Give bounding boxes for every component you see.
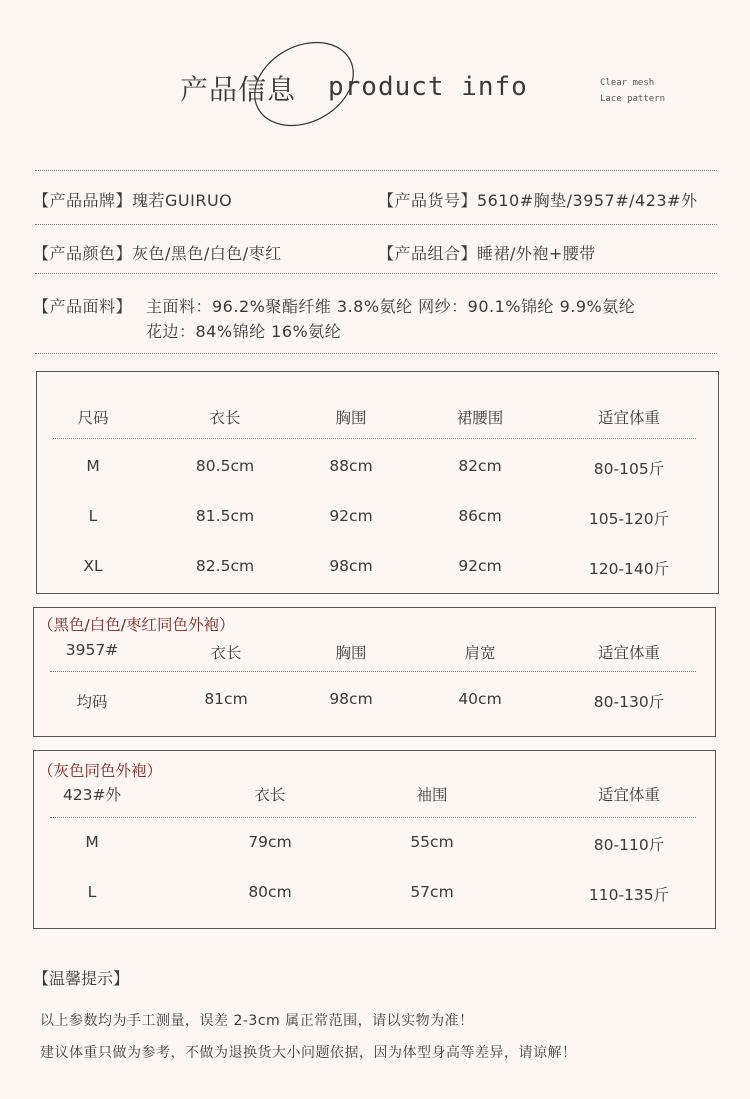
divider — [50, 671, 696, 672]
fabric-line-2: 花边：84%锦纶 16%氨纶 — [146, 322, 342, 341]
table-header: 适宜体重 — [597, 786, 661, 804]
table-cell: L — [87, 883, 97, 901]
fabric-line-1: 主面料：96.2%聚酯纤维 3.8%氨纶 网纱：90.1%锦纶 9.9%氨纶 — [146, 297, 636, 316]
title-chinese: 产品信息 — [180, 73, 297, 106]
table-cell: 55cm — [410, 833, 454, 851]
table-cell: 79cm — [248, 833, 292, 851]
table-header: 3957# — [65, 641, 119, 659]
divider — [35, 273, 717, 274]
divider — [53, 438, 696, 439]
table-cell: 80-110斤 — [593, 836, 665, 854]
combo-info: 【产品组合】睡裙/外袍+腰带 — [378, 244, 596, 263]
table-cell: M — [85, 833, 99, 851]
table-cell: 均码 — [76, 693, 108, 711]
table-note: （黑色/白色/枣红同色外袍） — [38, 616, 235, 634]
table-header: 适宜体重 — [597, 644, 661, 662]
divider — [35, 353, 717, 354]
table-cell: M — [86, 457, 100, 475]
table-header: 胸围 — [335, 409, 367, 427]
table-cell: 80-130斤 — [593, 693, 665, 711]
table-cell: 80-105斤 — [593, 460, 665, 478]
table-cell: 98cm — [329, 557, 373, 575]
table-header: 裙腰围 — [456, 409, 504, 427]
brand-info: 【产品品牌】瑰若GUIRUO — [33, 191, 233, 210]
item-number-info: 【产品货号】5610#胸垫/3957#/423#外 — [378, 191, 698, 210]
table-cell: 57cm — [410, 883, 454, 901]
table-header: 胸围 — [335, 644, 367, 662]
table-note: （灰色同色外袍） — [38, 762, 163, 780]
table-header: 适宜体重 — [597, 409, 661, 427]
table-cell: 81cm — [204, 690, 248, 708]
size-table-robe-3957 — [33, 607, 716, 737]
table-header: 衣长 — [254, 786, 286, 804]
tips-heading: 【温馨提示】 — [33, 969, 130, 988]
divider — [35, 224, 717, 225]
table-cell: 86cm — [458, 507, 502, 525]
table-cell: 88cm — [329, 457, 373, 475]
divider — [50, 817, 696, 818]
size-table-robe-423 — [33, 750, 716, 929]
table-cell: 80.5cm — [195, 457, 255, 475]
table-cell: 110-135斤 — [588, 886, 670, 904]
table-cell: 82.5cm — [195, 557, 255, 575]
table-cell: 92cm — [458, 557, 502, 575]
table-cell: XL — [83, 557, 103, 575]
size-table-main — [36, 371, 719, 594]
color-info: 【产品颜色】灰色/黑色/白色/枣红 — [33, 244, 282, 263]
tips-line-1: 以上参数均为手工测量，误差 2-3cm 属正常范围，请以实物为准！ — [40, 1013, 474, 1029]
fabric-label: 【产品面料】 — [33, 297, 133, 316]
table-cell: 40cm — [458, 690, 502, 708]
table-cell: 98cm — [329, 690, 373, 708]
tips-line-2: 建议体重只做为参考，不做为退换货大小问题依据，因为体型身高等差异，请谅解！ — [40, 1045, 577, 1061]
side-caption-1: Clear mesh — [600, 78, 655, 88]
table-header: 衣长 — [209, 409, 241, 427]
table-cell: 92cm — [329, 507, 373, 525]
table-cell: 120-140斤 — [588, 560, 670, 578]
table-header: 袖围 — [416, 786, 448, 804]
divider — [35, 170, 717, 171]
table-cell: L — [88, 507, 98, 525]
side-caption-2: Lace pattern — [600, 94, 666, 104]
title-english: product info — [328, 72, 528, 102]
table-cell: 81.5cm — [195, 507, 255, 525]
table-header: 尺码 — [77, 409, 109, 427]
table-cell: 80cm — [248, 883, 292, 901]
table-header: 423#外 — [62, 786, 122, 804]
table-header: 衣长 — [210, 644, 242, 662]
table-cell: 82cm — [458, 457, 502, 475]
table-header: 肩宽 — [464, 644, 496, 662]
table-cell: 105-120斤 — [588, 510, 670, 528]
